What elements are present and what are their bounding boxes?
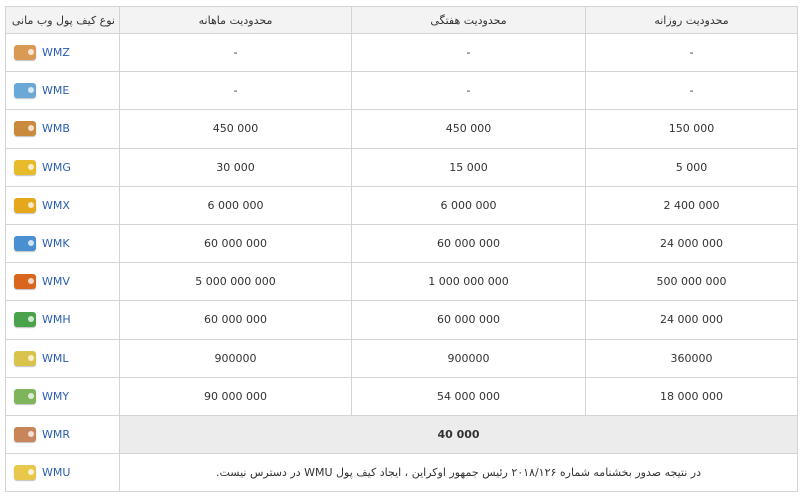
wallet-code[interactable]: WMR (42, 427, 71, 441)
wallet-cell (6, 263, 120, 301)
wallet-icon (14, 312, 36, 327)
wallet-cell (6, 186, 120, 224)
weekly-limit-cell: 1 000 000 000 (352, 263, 586, 301)
table-row (6, 263, 798, 301)
monthly-limit-cell: 900000 (120, 339, 352, 377)
weekly-limit-cell: 900000 (352, 339, 586, 377)
monthly-limit-cell: - (120, 72, 352, 110)
wallet-code[interactable]: WMB (42, 122, 70, 136)
monthly-limit-cell: 90 000 000 (120, 377, 352, 415)
table-row-wmr (6, 415, 798, 453)
daily-limit-cell: 5 000 (586, 148, 798, 186)
table-row (6, 34, 798, 72)
wallet-icon (14, 45, 36, 60)
table-row (6, 224, 798, 262)
wallet-icon (14, 465, 36, 480)
wallet-code[interactable]: WMH (42, 313, 71, 327)
monthly-limit-cell: - (120, 34, 352, 72)
header-row (6, 7, 798, 34)
table-row (6, 72, 798, 110)
weekly-limit-cell: - (352, 34, 586, 72)
header-weekly-limit: محدودیت هفتگی (352, 7, 586, 34)
wallet-code[interactable]: WMU (42, 466, 71, 480)
wallet-cell (6, 34, 120, 72)
table-row (6, 301, 798, 339)
wallet-cell (6, 72, 120, 110)
wallet-icon (14, 198, 36, 213)
limits-table (5, 6, 798, 492)
weekly-limit-cell: 60 000 000 (352, 301, 586, 339)
wallet-cell (6, 224, 120, 262)
daily-limit-cell: 18 000 000 (586, 377, 798, 415)
wallet-code[interactable]: WML (42, 351, 69, 365)
wallet-icon (14, 236, 36, 251)
monthly-limit-cell: 5 000 000 000 (120, 263, 352, 301)
daily-limit-cell: 24 000 000 (586, 224, 798, 262)
daily-limit-cell: - (586, 34, 798, 72)
wmu-notice-cell: در نتیجه صدور بخشنامه شماره ۲۰۱۸/۱۲۶ رئیس جمهور اوکراین ، ایجاد کیف پول WMU در دسترس نیست. (120, 454, 798, 492)
daily-limit-cell: 2 400 000 (586, 186, 798, 224)
wallet-cell (6, 377, 120, 415)
header-daily-limit: محدودیت روزانه (586, 7, 798, 34)
wallet-icon (14, 274, 36, 289)
weekly-limit-cell: 60 000 000 (352, 224, 586, 262)
wallet-code[interactable]: WMZ (42, 46, 70, 60)
header-monthly-limit: محدودیت ماهانه (120, 7, 352, 34)
daily-limit-cell: 150 000 (586, 110, 798, 148)
wallet-icon (14, 83, 36, 98)
table-body (6, 34, 798, 492)
wallet-code[interactable]: WMV (42, 275, 70, 289)
daily-limit-cell: 360000 (586, 339, 798, 377)
wallet-cell (6, 339, 120, 377)
wallet-icon (14, 121, 36, 136)
weekly-limit-cell: 450 000 (352, 110, 586, 148)
table-row (6, 377, 798, 415)
weekly-limit-cell: 54 000 000 (352, 377, 586, 415)
weekly-limit-cell: 15 000 (352, 148, 586, 186)
daily-limit-cell: - (586, 72, 798, 110)
table-row (6, 339, 798, 377)
wallet-code[interactable]: WMK (42, 237, 70, 251)
monthly-limit-cell: 30 000 (120, 148, 352, 186)
wallet-cell (6, 148, 120, 186)
wmr-limit-cell: 40 000 (120, 415, 798, 453)
wallet-icon (14, 427, 36, 442)
table-row-wmu (6, 454, 798, 492)
table-row (6, 110, 798, 148)
header-wallet-type: نوع کیف پول وب مانی (6, 7, 120, 34)
wallet-icon (14, 160, 36, 175)
monthly-limit-cell: 450 000 (120, 110, 352, 148)
wallet-code[interactable]: WMG (42, 160, 71, 174)
monthly-limit-cell: 6 000 000 (120, 186, 352, 224)
daily-limit-cell: 500 000 000 (586, 263, 798, 301)
wallet-code[interactable]: WME (42, 84, 70, 98)
wallet-cell (6, 301, 120, 339)
table-row (6, 148, 798, 186)
wallet-code[interactable]: WMX (42, 198, 70, 212)
wallet-icon (14, 351, 36, 366)
wallet-icon (14, 389, 36, 404)
weekly-limit-cell: - (352, 72, 586, 110)
monthly-limit-cell: 60 000 000 (120, 224, 352, 262)
table-row (6, 186, 798, 224)
wallet-cell (6, 454, 120, 492)
wallet-cell (6, 110, 120, 148)
wallet-code[interactable]: WMY (42, 389, 70, 403)
wallet-cell (6, 415, 120, 453)
weekly-limit-cell: 6 000 000 (352, 186, 586, 224)
daily-limit-cell: 24 000 000 (586, 301, 798, 339)
monthly-limit-cell: 60 000 000 (120, 301, 352, 339)
